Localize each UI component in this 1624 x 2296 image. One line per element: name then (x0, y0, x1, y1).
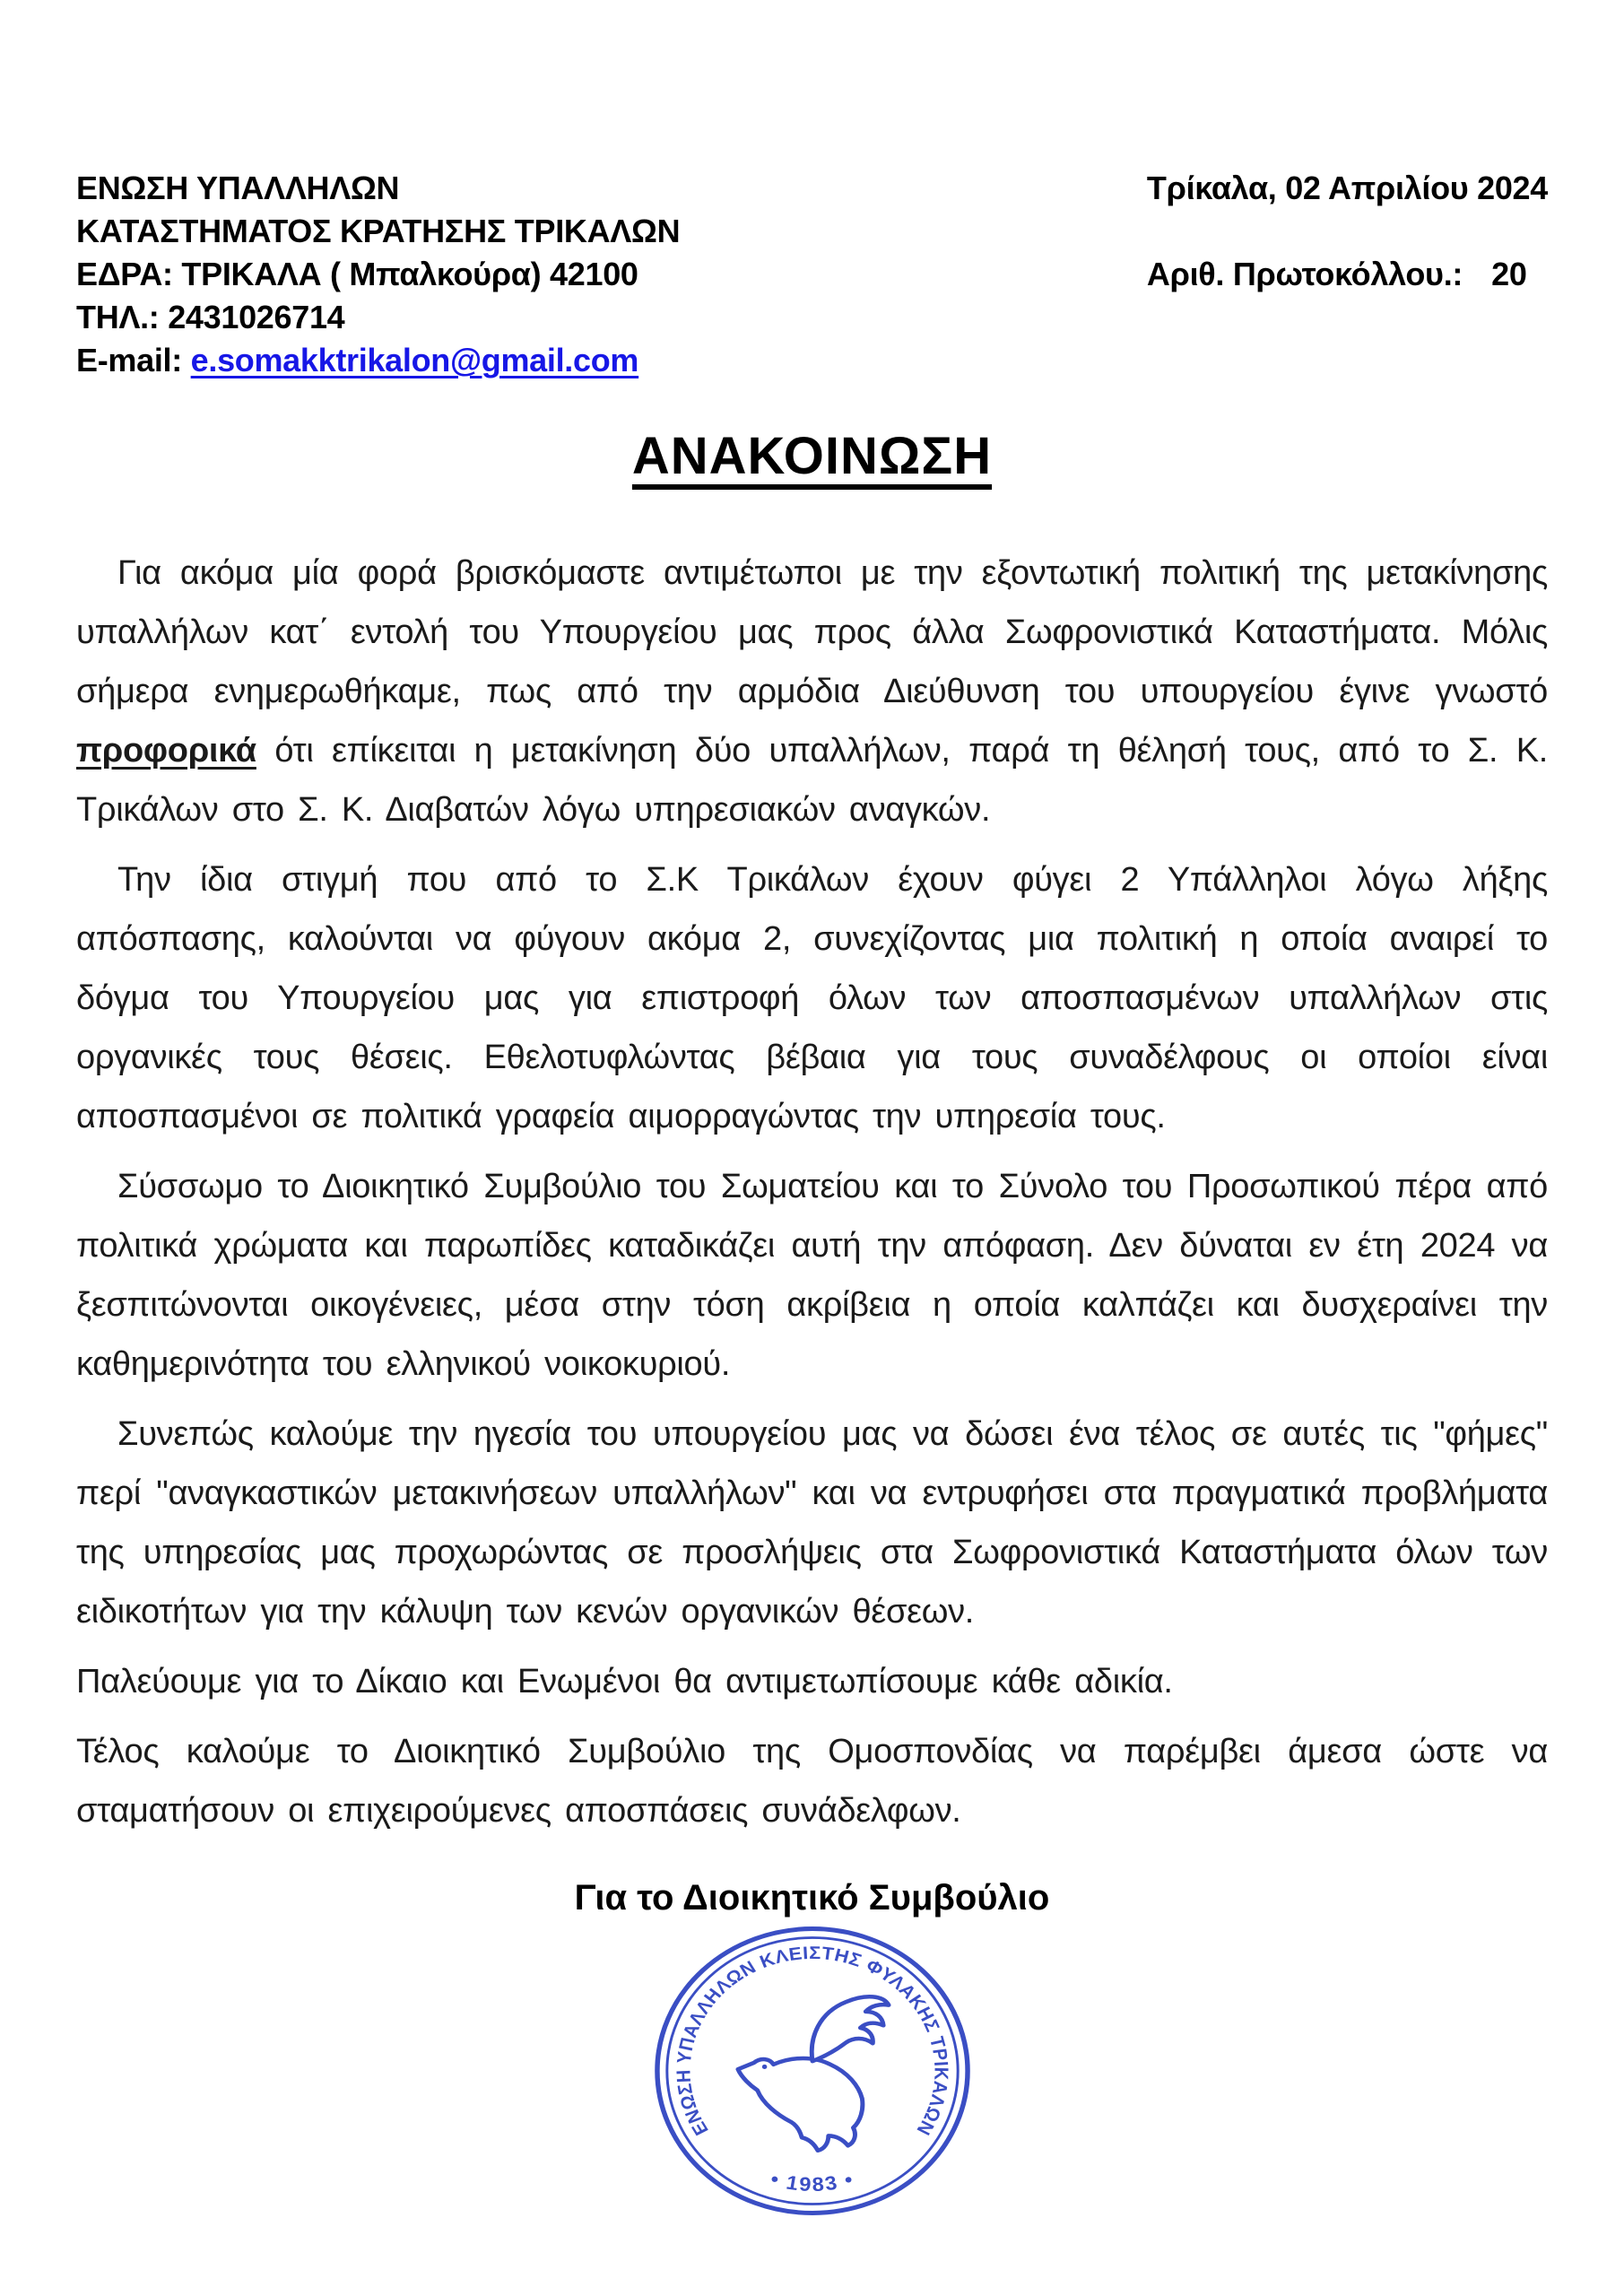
paragraph-1 (76, 544, 1548, 839)
paragraph-6: Τέλος καλούμε το Διοικητικό Συμβούλιο της Ομοσπονδίας να παρέμβει άμεσα ώστε να σταματήσουν οι επιχειρούμενες αποσπάσεις συνάδελφων. (76, 1732, 1548, 1830)
paragraph-2: Την ίδια στιγμή που από το Σ.Κ Τρικάλων έχουν φύγει 2 Υπάλληλοι λόγω λήξης απόσπασης, καλούνται να φύγουν ακόμα 2, συνεχίζοντας μια πολιτική η οποία αναιρεί το δόγμα του Υπουργείου μας για επιστροφή όλων των αποσπασμένων υπαλλήλων στις οργανικές τους θέσεις. Εθελοτυφλώντας βέβαια για τους συναδέλφους οι οποίοι είναι αποσπασμένοι σε πολιτικά γραφεία αιμορραγώντας την υπηρεσία τους. (76, 860, 1548, 1135)
protocol-label: Αριθ. Πρωτοκόλλου.: (1146, 256, 1463, 292)
union-stamp-svg (653, 1925, 972, 2217)
stamp-ring-text: ΕΝΩΣΗ ΥΠΑΛΛΗΛΩΝ ΚΛΕΙΣΤΗΣ ΦΥΛΑΚΗΣ ΤΡΙΚΑΛΩΝ (673, 1943, 951, 2138)
document-title: ΑΝΑΚΟΙΝΩΣΗ (631, 427, 993, 485)
org-name-line1: ΕΝΩΣΗ ΥΠΑΛΛΗΛΩΝ (76, 170, 400, 206)
protocol-number: 20 (1491, 256, 1527, 292)
date-protocol-block (1147, 167, 1548, 296)
sender-block (76, 167, 680, 382)
paragraph-1-end: ότι επίκειται η μετακίνηση δύο υπαλλήλων, παρά τη θέλησή τους, από το Σ. Κ. Τρικάλων στο Σ. Κ. Διαβατών λόγω υπηρεσιακών αναγκών. (76, 731, 1548, 829)
org-address-line: ΕΔΡΑ: ΤΡΙΚΑΛΑ ( Μπαλκούρα) 42100 (76, 256, 638, 292)
org-phone-line: ΤΗΛ.: 2431026714 (76, 299, 345, 335)
stamp-year-text-holder (768, 2167, 857, 2196)
paragraph-4: Συνεπώς καλούμε την ηγεσία του υπουργείου μας να δώσει ένα τέλος σε αυτές τις "φήμες" περί "αναγκαστικών μετακινήσεων υπαλλήλων" και να εντρυφήσει στα πραγματικά προβλήματα της υπηρεσίας μας προχωρώντας σε προσλήψεις στα Σωφρονιστικά Καταστήματα όλων των ειδικοτήτων για την κάλυψη των κενών οργανικών θέσεων. (76, 1414, 1548, 1631)
paragraph-3: Σύσσωμο το Διοικητικό Συμβούλιο του Σωματείου και το Σύνολο του Προσωπικού πέρα από πολιτικά χρώματα και παρωπίδες καταδικάζει αυτή την απόφαση. Δεν δύναται εν έτη 2024 να ξεσπιτώνονται οικογένειες, μέσα στην τόση ακρίβεια η οποία καλπάζει και δυσχεραίνει την καθημερινότητα του ελληνικού νοικοκυριού. (76, 1167, 1548, 1383)
paragraph-1-start: Για ακόμα μία φορά βρισκόμαστε αντιμέτωποι με την εξοντωτική πολιτική της μετακίνησης υπαλλήλων κατ΄ εντολή του Υπουργείου μας προς άλλα Σωφρονιστικά Καταστήματα. Μόλις σήμερα ενημερωθήκαμε, πως από την αρμόδια Διεύθυνση του υπουργείου έγινε γνωστό (76, 553, 1548, 710)
spacer (1147, 210, 1548, 253)
org-name-line2: ΚΑΤΑΣΤΗΜΑΤΟΣ ΚΡΑΤΗΣΗΣ ΤΡΙΚΑΛΩΝ (76, 213, 681, 249)
dove-icon (737, 1996, 888, 2151)
paragraph-5: Παλεύουμε για το Δίκαιο και Ενωμένοι θα αντιμετωπίσουμε κάθε αδικία. (76, 1662, 1173, 1700)
email-link[interactable]: e.somakktrikalon@gmail.com (190, 342, 639, 378)
dove-eye (761, 2065, 767, 2069)
dove-body (737, 2058, 862, 2151)
letterhead (76, 167, 1548, 382)
protocol-line (1147, 253, 1548, 296)
org-email-line (76, 339, 680, 382)
union-stamp (653, 1925, 972, 2217)
paragraph-1-emphasis: προφορικά (76, 731, 256, 770)
closing-line: Για το Διοικητικό Συμβούλιο (574, 1877, 1050, 1918)
date-line: Τρίκαλα, 02 Απριλίου 2024 (1146, 170, 1548, 206)
email-label: E-mail: (76, 342, 182, 378)
stamp-year-text: • 1983 • (767, 2166, 857, 2196)
document-body (76, 544, 1548, 1840)
dove-wing (812, 1996, 889, 2061)
